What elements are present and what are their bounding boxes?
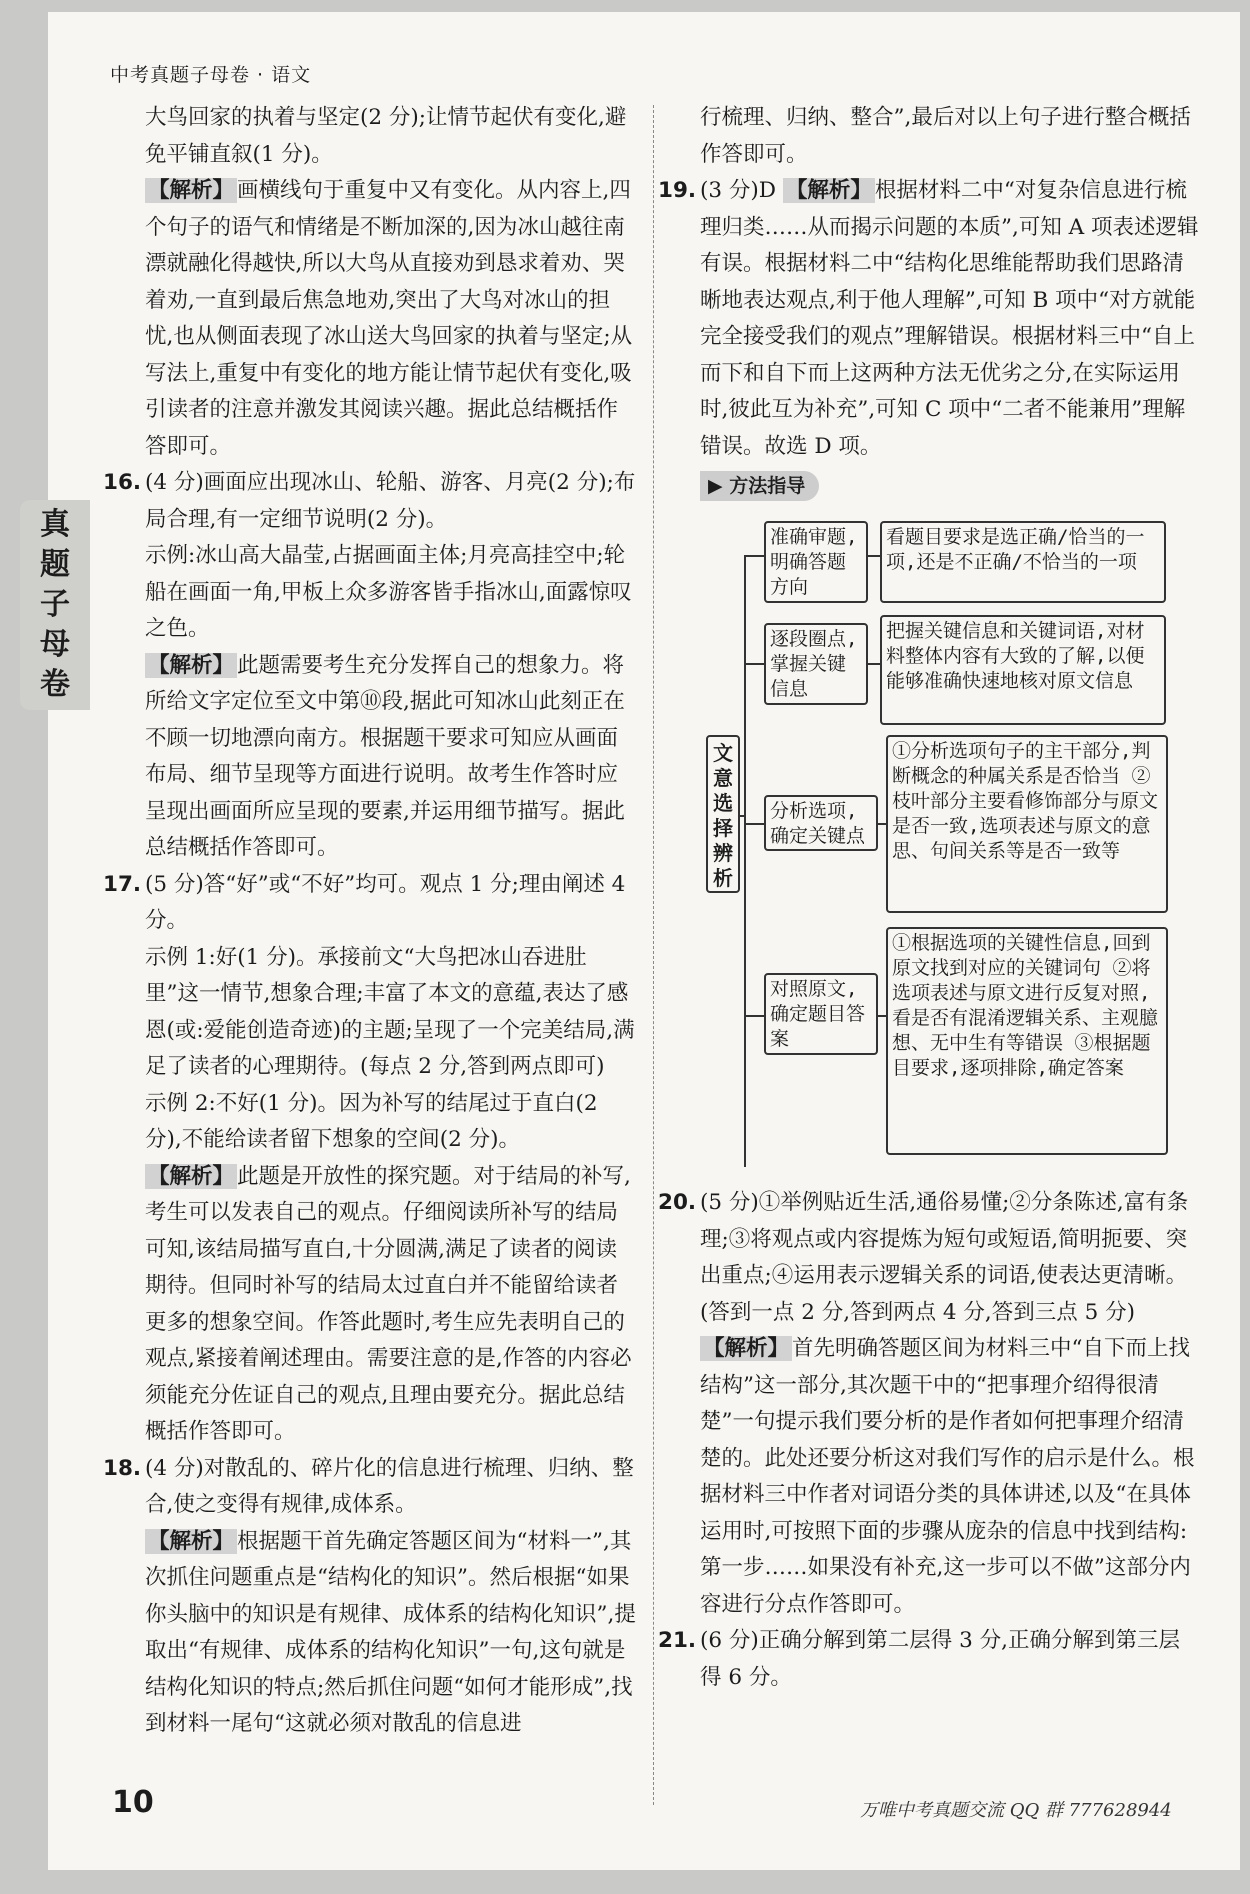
analysis-tag: 【解析】 xyxy=(145,653,237,678)
question-21: 21. (6 分)正确分解到第二层得 3 分,正确分解到第三层得 6 分。 xyxy=(700,1623,1200,1696)
page-header: 中考真题子母卷 · 语文 xyxy=(110,64,312,86)
diagram-branch-label: 分析选项,确定关键点 xyxy=(764,795,878,851)
answer-text: 大鸟回家的执着与坚定(2 分);让情节起伏有变化,避免平铺直叙(1 分)。 xyxy=(145,105,627,167)
analysis-tag: 【解析】 xyxy=(783,178,875,203)
page-number: 10 xyxy=(112,1785,154,1820)
diagram-branch-label: 准确审题,明确答题方向 xyxy=(764,521,868,603)
diagram-branch-desc: 把握关键信息和关键词语,对材料整体内容有大致的了解,以便能够准确快速地核对原文信息 xyxy=(880,615,1166,725)
side-tab-char: 题 xyxy=(40,547,70,582)
question-18: 18. (4 分)对散乱的、碎片化的信息进行梳理、归纳、整合,使之变得有规律,成体系。 xyxy=(145,1451,638,1524)
question-16: 16. (4 分)画面应出现冰山、轮船、游客、月亮(2 分);布局合理,有一定细节说明(2 分)。 xyxy=(145,465,638,538)
diagram-root: 文意选择辨析 xyxy=(706,735,740,893)
question-20: 20. (5 分)①举例贴近生活,通俗易懂;②分条陈述,富有条理;③将观点或内容提炼为短句或短语,简明扼要、突出重点;④运用表示逻辑关系的词语,使表达更清晰。(答到一点 2 分,答到两点 4 分,答到三点 5 分) xyxy=(700,1185,1200,1331)
diagram-branch-desc: ①分析选项句子的主干部分,判断概念的种属关系是否恰当 ②枝叶部分主要看修饰部分与原文是否一致,选项表述与原文的意思、句间关系等是否一致等 xyxy=(886,735,1168,913)
question-number: 18. xyxy=(103,1455,142,1481)
side-tab-char: 真 xyxy=(40,507,70,542)
side-tab-char: 子 xyxy=(40,587,70,622)
question-number: 20. xyxy=(658,1190,697,1215)
example-text: 示例 1:好(1 分)。承接前文“大鸟把冰山吞进肚里”这一情节,想象合理;丰富了本文的意蕴,表达了感恩(或:爱能创造奇迹)的主题;呈现了一个完美结局,满足了读者的心理期待。(每点 2 分,答到两点即可) xyxy=(145,944,635,1079)
right-column-lower xyxy=(658,1185,1200,1696)
question-17: 17. (5 分)答“好”或“不好”均可。观点 1 分;理由阐述 4 分。 xyxy=(145,867,638,940)
analysis-para: 【解析】 根据题干首先确定答题区间为“材料一”,其次抓住问题重点是“结构化的知识”。然后根据“如果你头脑中的知识是有规律、成体系的结构化知识”,提取出“有规律、成体系的结构化知识”一句,这句就是结构化知识的特点;然后抓住问题“如何才能形成”,找到材料一尾句“这就必须对散乱的信息进 xyxy=(145,1528,636,1736)
diagram-branch-desc: ①根据选项的关键性信息,回到原文找到对应的关键词句 ②将选项表述与原文进行反复对照,看是否有混淆逻辑关系、主观臆想、无中生有等错误 ③根据题目要求,逐项排除,确定答案 xyxy=(886,927,1168,1155)
analysis-para: 【解析】 首先明确答题区间为材料三中“自下而上找结构”这一部分,其次题干中的“把事理介绍得很清楚”一句提示我们要分析的是作者如何把事理介绍清楚的。此处还要分析这对我们写作的启示是什么。根据材料三中作者对词语分类的具体讲述,以及“在具体运用时,可按照下面的步骤从庞杂的信息中找到结构:第一步……如果没有补充,这一步可以不做”这部分内容进行分点作答即可。 xyxy=(700,1336,1195,1617)
diagram-branch-desc: 看题目要求是选正确/恰当的一项,还是不正确/不恰当的一项 xyxy=(880,521,1166,603)
side-tab-char: 卷 xyxy=(40,667,70,702)
method-guide-label: ▶ 方法指导 xyxy=(700,471,819,501)
side-tab xyxy=(20,500,90,710)
method-diagram xyxy=(700,515,1210,1215)
footer-note: 万唯中考真题交流 QQ 群 777628944 xyxy=(860,1800,1172,1821)
analysis-tag: 【解析】 xyxy=(700,1336,792,1361)
example-text: 示例:冰山高大晶莹,占据画面主体;月亮高挂空中;轮船在画面一角,甲板上众多游客皆手指冰山,面露惊叹之色。 xyxy=(145,543,632,641)
continued-text: 行梳理、归纳、整合”,最后对以上句子进行整合概括作答即可。 xyxy=(700,105,1191,167)
question-number: 16. xyxy=(103,470,142,495)
question-number: 21. xyxy=(658,1628,697,1653)
column-divider xyxy=(653,105,654,1805)
analysis-tag: 【解析】 xyxy=(145,178,237,203)
side-tab-char: 母 xyxy=(40,627,70,662)
analysis-para: 【解析】 此题需要考生充分发挥自己的想象力。将所给文字定位至文中第⑩段,据此可知冰山此刻正在不顾一切地漂向南方。根据题干要求可知应从画面布局、细节呈现等方面进行说明。故考生作答时应呈现出画面所应呈现的要素,并运用细节描写。据此总结概括作答即可。 xyxy=(145,652,625,860)
analysis-tag: 【解析】 xyxy=(145,1164,237,1189)
analysis-tag: 【解析】 xyxy=(145,1529,237,1554)
question-number: 19. xyxy=(658,178,697,203)
analysis-para: 【解析】 画横线句于重复中又有变化。从内容上,四个句子的语气和情绪是不断加深的,因为冰山越往南漂就融化得越快,所以大鸟从直接劝到恳求着劝、哭着劝,一直到最后焦急地劝,突出了大鸟对冰山的担忧,也从侧面表现了冰山送大鸟回家的执着与坚定;从写法上,重复中有变化的地方能让情节起伏有变化,吸引读者的注意并激发其阅读兴趣。据此总结概括作答即可。 xyxy=(145,178,633,459)
diagram-branch-label: 对照原文,确定题目答案 xyxy=(764,973,878,1055)
diagram-branch-label: 逐段圈点,掌握关键信息 xyxy=(764,623,868,705)
question-number: 17. xyxy=(103,871,142,897)
analysis-para: 【解析】 此题是开放性的探究题。对于结局的补写,考生可以发表自己的观点。仔细阅读所补写的结局可知,该结局描写直白,十分圆满,满足了读者的阅读期待。但同时补写的结局太过直白并不能留给读者更多的想象空间。作答此题时,考生应先表明自己的观点,紧接着阐述理由。需要注意的是,作答的内容必须能充分佐证自己的观点,且理由要充分。据此总结概括作答即可。 xyxy=(145,1163,632,1444)
question-19: 19. (3 分)D 【解析】 根据材料二中“对复杂信息进行梳理归类……从而揭示问题的本质”,可知 A 项表述逻辑有误。根据材料二中“结构化思维能帮助我们思路清晰地表达观点,利于他人理解”,可知 B 项中“对方就能完全接受我们的观点”理解错误。根据材料三中“自上而下和自下而上这两种方法无优劣之分,在实际运用时,彼此互为补充”,可知 C 项中“二者不能兼用”理解错误。故选 D 项。 xyxy=(700,173,1200,465)
left-column xyxy=(103,100,638,1743)
example-text: 示例 2:不好(1 分)。因为补写的结尾过于直白(2 分),不能给读者留下想象的空间(2 分)。 xyxy=(145,1090,598,1152)
